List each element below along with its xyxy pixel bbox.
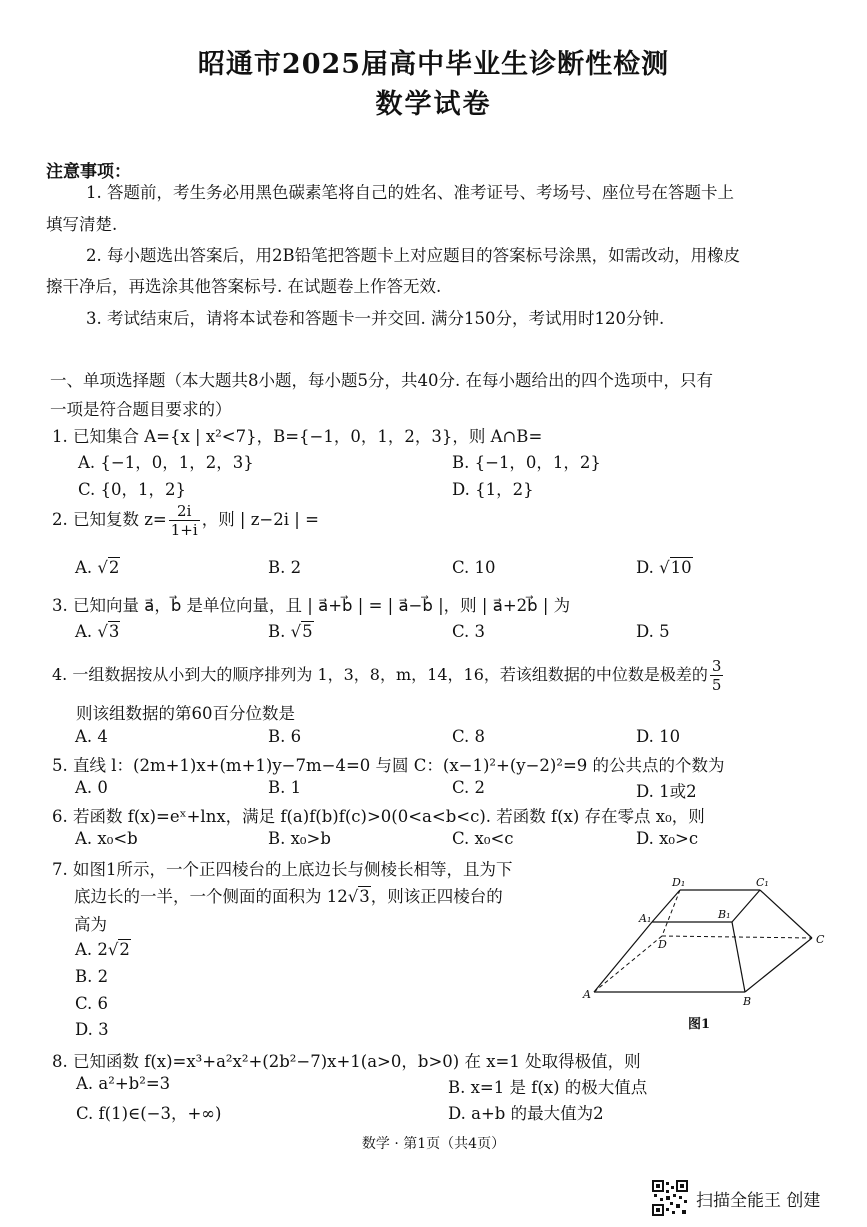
edge-c1b1 xyxy=(732,890,760,922)
question-2-option-c: C. 10 xyxy=(452,558,496,577)
option-a-radicand: 2 xyxy=(119,940,130,959)
edge-dc-hidden xyxy=(662,936,812,938)
option-b-prefix: B. √ xyxy=(268,622,302,641)
question-2-option-a xyxy=(75,558,120,577)
question-3-option-d: D. 5 xyxy=(636,622,670,641)
line2-suffix: ，则该正四棱台的 xyxy=(370,887,503,906)
question-8-option-b: B. x=1 是 f(x) 的极大值点 xyxy=(448,1078,648,1097)
question-1-option-c: C. {0，1，2} xyxy=(78,480,187,499)
question-7-option-c: C. 6 xyxy=(75,994,109,1013)
question-4-stem-prefix: 4. 一组数据按从小到大的顺序排列为 1，3，8，m，14，16，若该组数据的中位数是极差的 xyxy=(52,665,708,684)
question-5-option-d: D. 1或2 xyxy=(636,782,697,801)
question-2-option-d xyxy=(636,558,693,577)
frustum-figure xyxy=(580,870,830,1015)
option-d-prefix: D. √ xyxy=(636,558,670,577)
question-4-fraction xyxy=(710,657,724,694)
question-3-option-c: C. 3 xyxy=(452,622,486,641)
question-7-option-a xyxy=(75,940,131,959)
question-2-frac-denominator: 1+i xyxy=(170,521,198,539)
question-2-stem xyxy=(52,502,319,539)
scanner-text: 扫描全能王 创建 xyxy=(696,1190,821,1211)
edge-a1d1 xyxy=(652,890,680,922)
notice-item-1-cont: 填写清楚. xyxy=(46,215,118,234)
edge-b1b xyxy=(732,922,745,992)
notice-item-1: 1. 答题前，考生务必用黑色碳素笔将自己的姓名、准考证号、考场号、座位号在答题卡上 xyxy=(86,183,734,202)
question-6-option-b: B. x₀>b xyxy=(268,829,331,848)
question-8-stem: 8. 已知函数 f(x)=x³+a²x²+(2b²−7)x+1(a>0，b>0) 在 x=1 处取得极值，则 xyxy=(52,1052,641,1071)
option-a-radicand: 3 xyxy=(108,622,120,641)
line2-radicand: 3 xyxy=(359,887,370,906)
question-7-option-d: D. 3 xyxy=(75,1020,109,1039)
page-footer: 数学 · 第1页（共4页） xyxy=(361,1136,506,1152)
question-6-option-c: C. x₀<c xyxy=(452,829,514,848)
question-8-option-d: D. a+b 的最大值为2 xyxy=(448,1104,604,1123)
question-8-option-a: A. a²+b²=3 xyxy=(76,1074,171,1093)
edge-d1d-hidden xyxy=(662,890,680,936)
line2-prefix: 底边长的一半，一个侧面的面积为 12√ xyxy=(74,887,359,906)
question-2-fraction xyxy=(169,502,200,539)
question-1-option-b: B. {−1，0，1，2} xyxy=(452,453,601,472)
option-a-prefix: A. 2√ xyxy=(75,940,119,959)
figure-caption: 图1 xyxy=(688,1017,711,1032)
question-7-line1: 7. 如图1所示，一个正四棱台的上底边长与侧棱长相等，且为下 xyxy=(52,860,513,879)
edge-a1a xyxy=(594,922,652,992)
edge-bc xyxy=(745,938,812,992)
notice-item-2-cont: 擦干净后，再选涂其他答案标号. 在试题卷上作答无效. xyxy=(46,277,442,296)
edge-ad-hidden xyxy=(594,936,662,992)
question-4-option-c: C. 8 xyxy=(452,727,486,746)
question-7-line2 xyxy=(74,883,503,907)
option-a-prefix: A. √ xyxy=(75,558,108,577)
label-b1: B₁ xyxy=(718,908,731,921)
label-b: B xyxy=(743,995,752,1008)
exam-subtitle: 数学试卷 xyxy=(375,89,492,120)
exam-title: 昭通市2025届高中毕业生诊断性检测 xyxy=(197,49,670,80)
option-a-prefix: A. √ xyxy=(75,622,108,641)
question-4-frac-numerator: 3 xyxy=(711,657,722,675)
qr-code-icon xyxy=(652,1180,688,1216)
edge-c1c xyxy=(760,890,812,938)
question-2-stem-prefix: 2. 已知复数 z= xyxy=(52,510,167,529)
label-d1: D₁ xyxy=(672,876,686,889)
question-5-option-a: A. 0 xyxy=(75,778,108,797)
section-heading-cont: 一项是符合题目要求的） xyxy=(50,400,232,419)
question-3-option-a xyxy=(75,622,120,641)
question-6-option-d: D. x₀>c xyxy=(636,829,699,848)
question-5-option-b: B. 1 xyxy=(268,778,302,797)
notice-item-2: 2. 每小题选出答案后，用2B铅笔把答题卡上对应题目的答案标号涂黑，如需改动，用橡皮 xyxy=(86,246,741,265)
question-4-option-d: D. 10 xyxy=(636,727,681,746)
question-5-option-c: C. 2 xyxy=(452,778,486,797)
option-d-radicand: 10 xyxy=(670,558,692,577)
question-8-option-c: C. f(1)∈(−3，+∞) xyxy=(76,1104,222,1123)
label-d: D xyxy=(658,938,667,951)
notice-item-3: 3. 考试结束后，请将本试卷和答题卡一并交回. 满分150分，考试用时120分钟. xyxy=(86,309,665,328)
option-a-radicand: 2 xyxy=(108,558,120,577)
scanner-watermark xyxy=(652,1180,820,1216)
question-2-frac-numerator: 2i xyxy=(169,502,200,521)
question-4-stem xyxy=(52,657,725,694)
label-c: C xyxy=(816,933,825,946)
label-a: A xyxy=(583,988,591,1001)
section-heading: 一、单项选择题（本大题共8小题，每小题5分，共40分. 在每小题给出的四个选项中，只有 xyxy=(50,371,713,390)
notice-heading: 注意事项： xyxy=(46,162,131,182)
question-4-frac-denominator: 5 xyxy=(711,676,722,694)
question-2-stem-suffix: ，则 | z−2i | = xyxy=(201,510,319,529)
question-6-option-a: A. x₀<b xyxy=(75,829,138,848)
option-b-radicand: 5 xyxy=(302,622,313,641)
question-1-option-d: D. {1，2} xyxy=(452,480,534,499)
question-7-option-b: B. 2 xyxy=(75,967,109,986)
label-a1: A₁ xyxy=(639,912,652,925)
question-3-stem: 3. 已知向量 a⃗，b⃗ 是单位向量，且 | a⃗+b⃗ | = | a⃗−b⃗ |，则 | a⃗+2b⃗ | 为 xyxy=(52,596,571,615)
question-5-stem: 5. 直线 l：(2m+1)x+(m+1)y−7m−4=0 与圆 C：(x−1)²+(y−2)²=9 的公共点的个数为 xyxy=(52,756,725,775)
question-7-line3: 高为 xyxy=(74,915,107,934)
question-1-option-a: A. {−1，0，1，2，3} xyxy=(78,453,254,472)
question-4-option-a: A. 4 xyxy=(75,727,108,746)
question-4-stem-line2: 则该组数据的第60百分位数是 xyxy=(76,704,295,723)
question-3-option-b xyxy=(268,622,314,641)
question-6-stem: 6. 若函数 f(x)=eˣ+lnx，满足 f(a)f(b)f(c)>0(0<a<b<c). 若函数 f(x) 存在零点 x₀，则 xyxy=(52,807,705,826)
question-2-option-b: B. 2 xyxy=(268,558,302,577)
label-c1: C₁ xyxy=(756,876,769,889)
question-1-stem: 1. 已知集合 A={x | x²<7}，B={−1，0，1，2，3}，则 A∩B= xyxy=(52,427,543,446)
question-4-option-b: B. 6 xyxy=(268,727,302,746)
